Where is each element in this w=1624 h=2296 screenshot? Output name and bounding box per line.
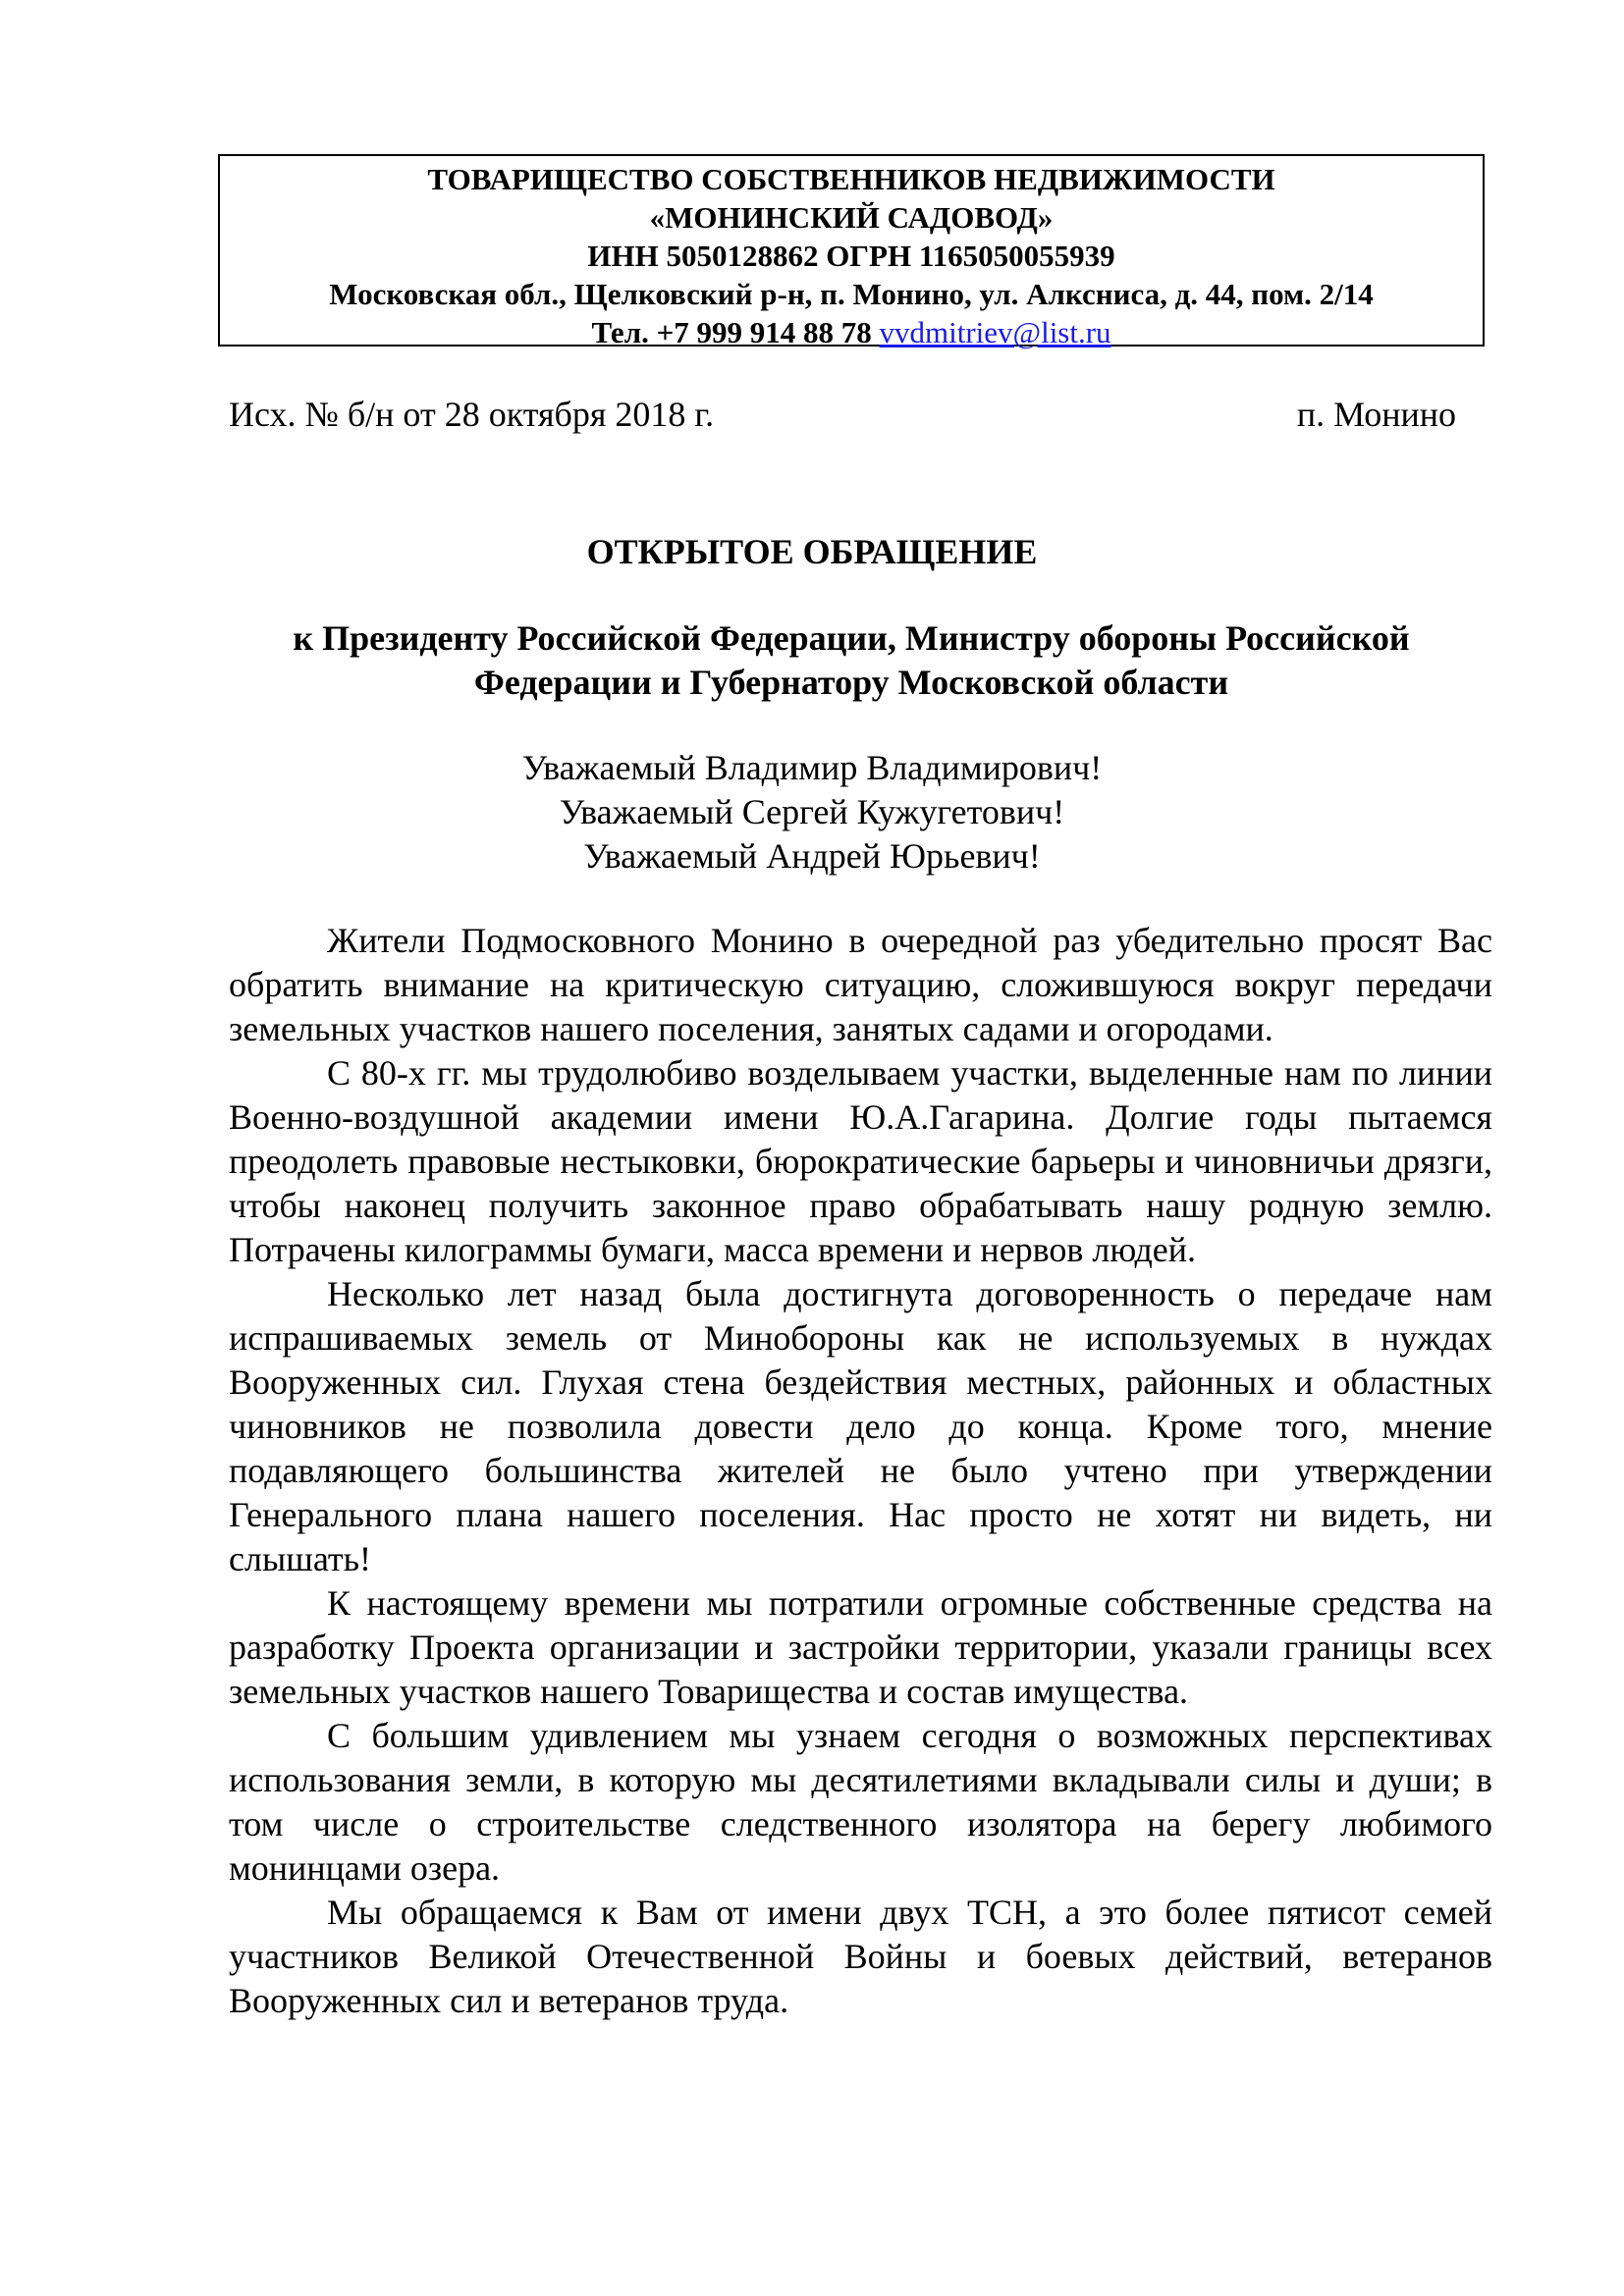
- addressee-line2: Федерации и Губернатору Московской области: [473, 663, 1229, 702]
- body-paragraph: Жители Подмосковного Монино в очередной раз убедительно просят Вас обратить внимание на критическую ситуацию, сложившуюся вокруг передачи земельных участков нашего поселения, занятых садами и огородами.: [229, 921, 1492, 1048]
- body-paragraph: С большим удивлением мы узнаем сегодня о возможных перспективах использования земли, в которую мы десятилетиями вкладывали силы и души; в том числе о строительстве следственного изолятора на берегу любимого монинцами озера.: [229, 1716, 1492, 1888]
- greeting-president: Уважаемый Владимир Владимирович!: [521, 748, 1103, 787]
- outgoing-number-date: Исх. № б/н от 28 октября 2018 г.: [229, 395, 715, 434]
- greetings-block: [0, 746, 1624, 879]
- org-name-line1: ТОВАРИЩЕСТВО СОБСТВЕННИКОВ НЕДВИЖИМОСТИ: [427, 162, 1275, 196]
- org-registration: ИНН 5050128862 ОГРН 1165050055939: [587, 239, 1115, 273]
- org-address: Московская обл., Щелковский р-н, п. Монино, ул. Алксниса, д. 44, пом. 2/14: [329, 277, 1374, 311]
- greeting-governor: Уважаемый Андрей Юрьевич!: [583, 836, 1041, 876]
- org-contacts: [220, 313, 1483, 351]
- letterhead-box: [218, 154, 1485, 347]
- org-email-link[interactable]: vvdmitriev@list.ru: [879, 315, 1111, 349]
- place-of-issue: п. Монино: [1296, 395, 1456, 434]
- org-phone: Тел. +7 999 914 88 78: [591, 315, 872, 349]
- greeting-defense-minister: Уважаемый Сергей Кужугетович!: [559, 792, 1065, 831]
- body-paragraph: С 80-х гг. мы трудолюбиво возделываем участки, выделенные нам по линии Военно-воздушной академии имени Ю.А.Гагарина. Долгие годы пытаемся преодолеть правовые нестыковки, бюрократические барьеры и чиновничьи дрязги, чтобы наконец получить законное право обрабатывать нашу родную землю. Потрачены килограммы бумаги, масса времени и нервов людей.: [229, 1053, 1492, 1269]
- document-title: ОТКРЫТОЕ ОБРАЩЕНИЕ: [586, 532, 1038, 571]
- addressee-line1: к Президенту Российской Федерации, Министру обороны Российской: [293, 618, 1410, 658]
- body-paragraph: Мы обращаемся к Вам от имени двух ТСН, а это более пятисот семей участников Великой Отечественной Войны и боевых действий, ветеранов Вооруженных сил и ветеранов труда.: [229, 1893, 1492, 2020]
- reference-row: [229, 393, 1456, 436]
- org-name-line2: «МОНИНСКИЙ САДОВОД»: [649, 200, 1054, 235]
- addressee-block: [218, 616, 1485, 705]
- body-paragraph: Несколько лет назад была достигнута договоренность о передаче нам испрашиваемых земель от Минобороны как не используемых в нуждах Вооруженных сил. Глухая стена бездействия местных, районных и областных чиновников не позволила довести дело до конца. Кроме того, мнение подавляющего большинства жителей не было учтено при утверждении Генерального плана нашего поселения. Нас просто не хотят ни видеть, ни слышать!: [229, 1274, 1492, 1578]
- letter-body: [229, 919, 1492, 2023]
- body-paragraph: К настоящему времени мы потратили огромные собственные средства на разработку Проекта организации и застройки территории, указали границы всех земельных участков нашего Товарищества и состав имущества.: [229, 1583, 1492, 1711]
